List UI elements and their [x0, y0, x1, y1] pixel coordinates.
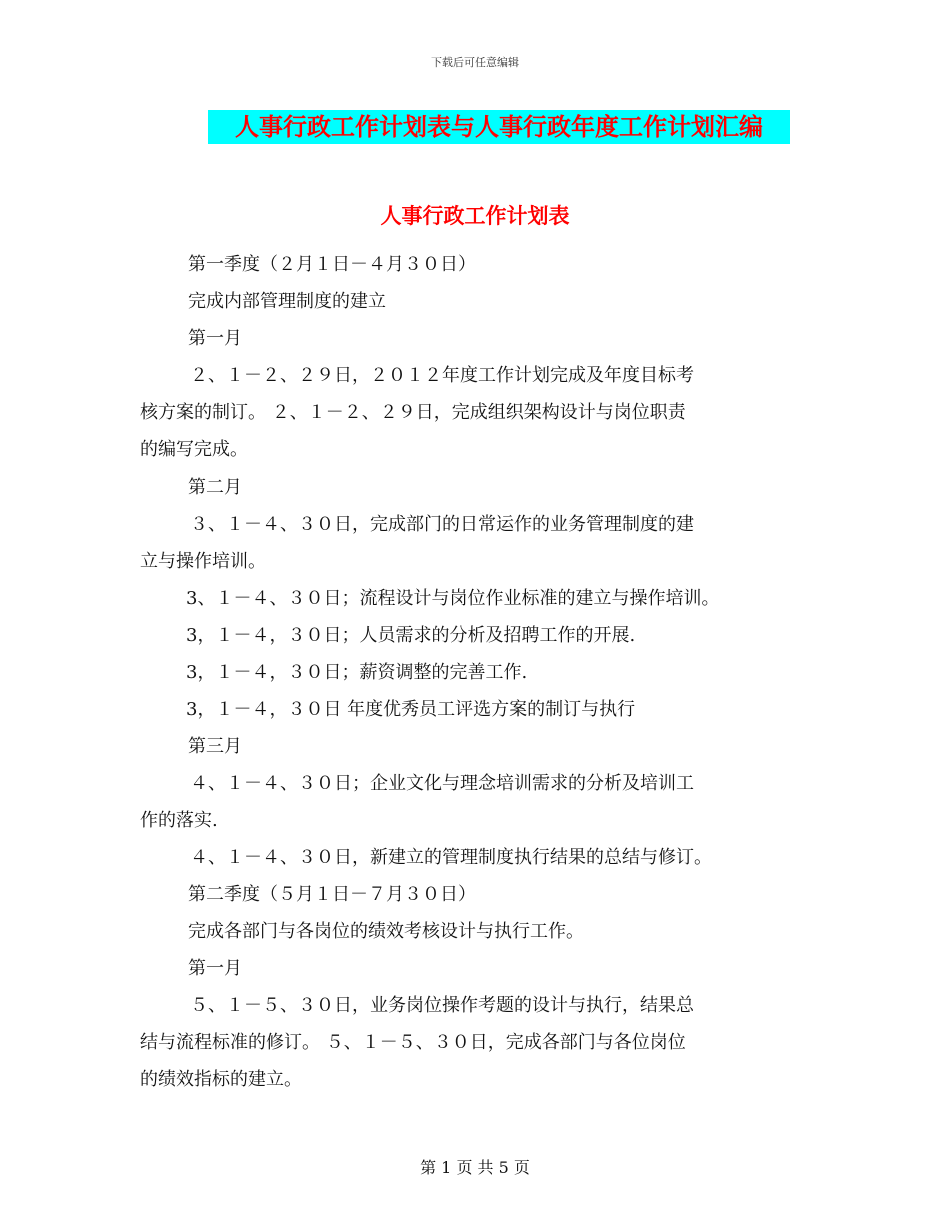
text-line: 3，１－４，３０日 年度优秀员工评选方案的制订与执行: [186, 699, 636, 720]
text-line: 核方案的制订。 ２、１－２、２９日，完成组织架构设计与岗位职责: [140, 402, 686, 423]
text-line: 3，１－４，３０日；人员需求的分析及招聘工作的开展.: [186, 625, 636, 646]
main-title: 人事行政工作计划表与人事行政年度工作计划汇编: [208, 110, 790, 144]
text-line: 的绩效指标的建立。: [140, 1069, 302, 1090]
text-line: ３、１－４、３０日，完成部门的日常运作的业务管理制度的建: [190, 514, 694, 535]
text-line: 第二月: [188, 477, 242, 498]
page-footer: 第 1 页 共 5 页: [420, 1158, 530, 1177]
text-line: 第二季度（５月１日－７月３０日）: [188, 884, 476, 905]
text-line: 作的落实.: [140, 810, 218, 831]
text-line: ４、１－４、３０日，新建立的管理制度执行结果的总结与修订。: [190, 847, 712, 868]
text-line: ４、１－４、３０日；企业文化与理念培训需求的分析及培训工: [190, 773, 694, 794]
text-line: 完成内部管理制度的建立: [188, 291, 386, 312]
text-line: 完成各部门与各岗位的绩效考核设计与执行工作。: [188, 921, 584, 942]
sub-title: 人事行政工作计划表: [380, 204, 570, 228]
text-line: 结与流程标准的修订。 ５、１－５、３０日，完成各部门与各位岗位: [140, 1032, 686, 1053]
text-line: 第三月: [188, 736, 242, 757]
header-note: 下载后可任意编辑: [431, 56, 519, 69]
text-line: ２、１－２、２９日，２０１２年度工作计划完成及年度目标考: [190, 365, 694, 386]
text-line: 第一月: [188, 958, 242, 979]
text-line: 第一月: [188, 328, 242, 349]
text-line: ５、１－５、３０日，业务岗位操作考题的设计与执行，结果总: [190, 995, 694, 1016]
text-line: 3，１－４，３０日；薪资调整的完善工作.: [186, 662, 528, 683]
text-line: 3、１－４、３０日；流程设计与岗位作业标准的建立与操作培训。: [186, 588, 720, 609]
text-line: 立与操作培训。: [140, 551, 266, 572]
text-line: 的编写完成。: [140, 439, 248, 460]
text-line: 第一季度（２月１日－４月３０日）: [188, 254, 476, 275]
